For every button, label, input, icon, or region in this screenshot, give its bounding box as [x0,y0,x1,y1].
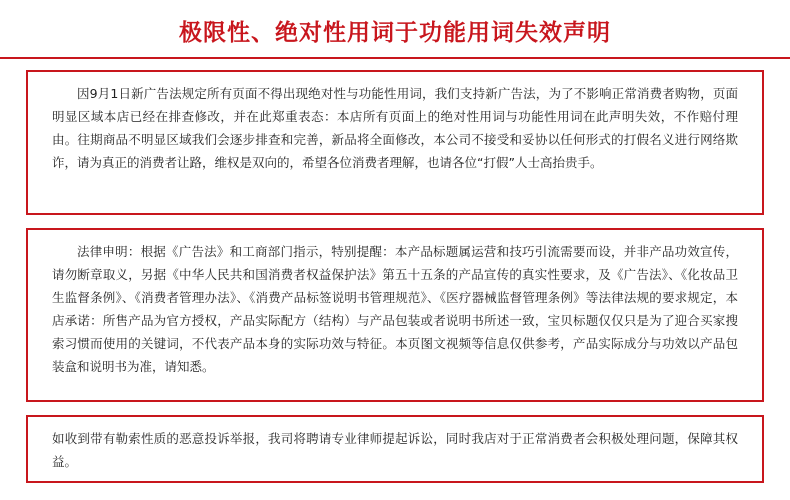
notice-box-legal-statement [26,228,764,402]
title-divider [0,57,790,59]
notice-text-ad-law: 因9月1日新广告法规定所有页面不得出现绝对性与功能性用词，我们支持新广告法，为了不影响正常消费者购物，页面明显区域本店已经在排查修改，并在此郑重表态：本店所有页面上的绝对性用词与功能性用词在此声明失效，不作赔付理由。往期商品不明显区域我们会逐步排查和完善，新品将全面修改，本公司不接受和妥协以任何形式的打假名义进行网络欺诈，请为真正的消费者让路，维权是双向的，希望各位消费者理解，也请各位“打假”人士高抬贵手。 [52,86,738,170]
notice-box-extortion-warning [26,415,764,483]
notice-text-extortion-warning: 如收到带有勒索性质的恶意投诉举报，我司将聘请专业律师提起诉讼，同时我店对于正常消费者会积极处理问题，保障其权益。 [52,431,738,469]
page-title: 极限性、绝对性用词于功能用词失效声明 [179,20,611,46]
notice-box-ad-law [26,70,764,215]
notice-text-legal-statement: 法律申明：根据《广告法》和工商部门指示，特别提醒：本产品标题属运营和技巧引流需要而设，并非产品功效宣传，请勿断章取义，另据《中华人民共和国消费者权益保护法》第五十五条的产品宣传的真实性要求，及《广告法》、《化妆品卫生监督条例》、《消费者管理办法》、《消费产品标签说明书管理规范》、《医疗器械监督管理条例》等法律法规的要求规定，本店承诺：所售产品为官方授权，产品实际配方（结构）与产品包装或者说明书所述一致，宝贝标题仅仅只是为了迎合买家搜索习惯而使用的关键词，不代表产品本身的实际功效与特征。本页图文视频等信息仅供参考，产品实际成分与功效以产品包装盒和说明书为准，请知悉。 [52,244,738,374]
